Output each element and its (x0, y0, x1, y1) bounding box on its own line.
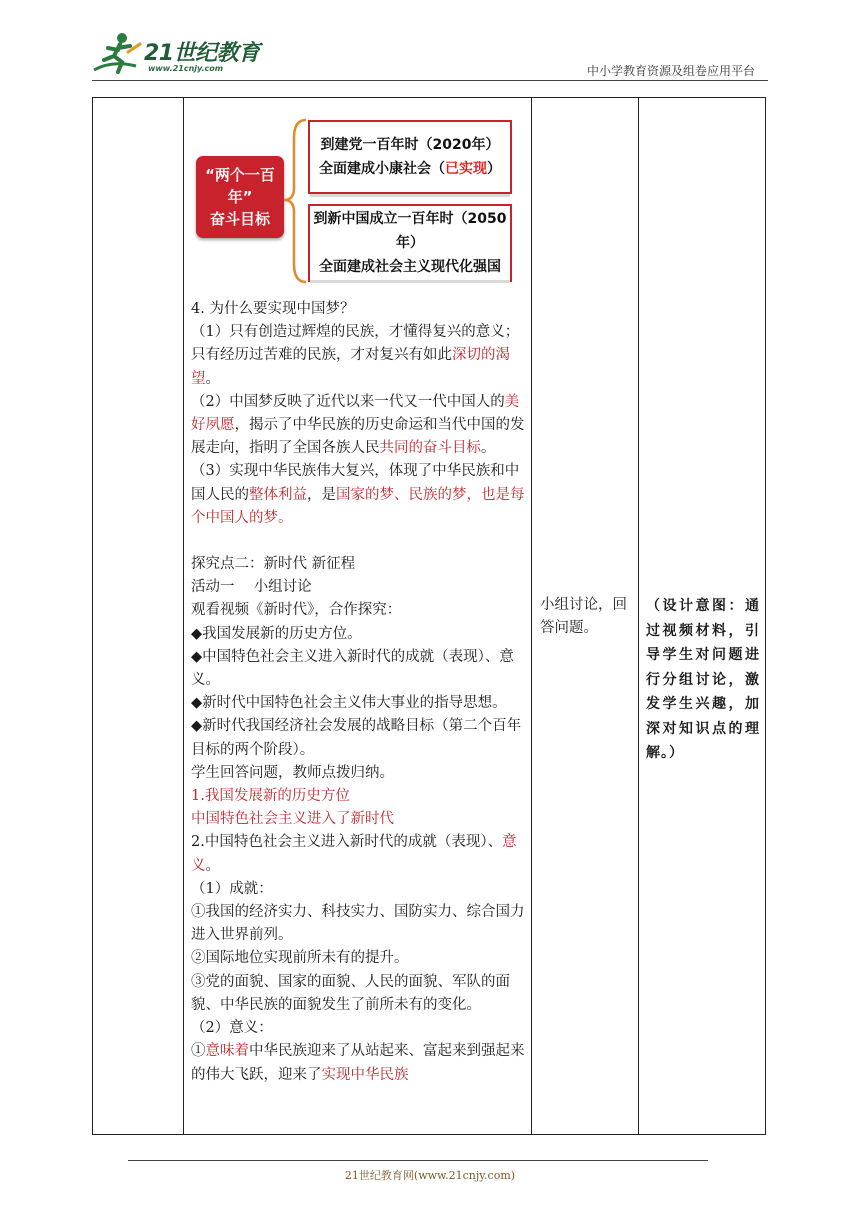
column-divider (183, 98, 184, 1134)
two-centenary-goals-diagram (196, 118, 532, 284)
design-intent: （设计意图：通过视频材料，引导学生对问题进行分组讨论，激发学生兴趣，加深对知识点的理解。） (646, 598, 760, 761)
summary-note: 学生回答问题，教师点拨归纳。 (191, 764, 394, 781)
meaning-title: （2）意义： (191, 1020, 273, 1037)
keyword: 国家的梦、民族的梦，也是每个中国人的梦。 (191, 486, 525, 526)
meaning-text: 中华民族迎来了从站起来、富起来到强起来的伟大飞跃，迎来了 (191, 1043, 525, 1083)
reason-2-text: （2）中国梦反映了近代以来一代又一代中国人的 (191, 393, 505, 410)
footer-divider (128, 1160, 708, 1161)
keyword: 实现中华民族 (321, 1066, 409, 1083)
header-divider (92, 80, 768, 81)
keyword: 意义 (191, 834, 517, 874)
reason-3 (191, 460, 527, 530)
reason-3-text: ，是 (307, 486, 336, 503)
spacer (191, 530, 527, 553)
teaching-content (191, 298, 527, 1087)
brace-connector (284, 118, 308, 284)
goal-2020-close: ） (487, 161, 501, 177)
goal-2020-text: 全面建成小康社会（ (319, 161, 445, 177)
goal-2050-box (308, 204, 512, 282)
video-instruction: 观看视频《新时代》，合作探究： (191, 602, 402, 619)
reason-2-text: ，揭示了中华民族的历史命运和当代中国的发展走向，指明了全国各族人民 (191, 417, 525, 457)
site-logo[interactable] (92, 30, 262, 80)
goals-label-line1: “两个一百年” (205, 166, 275, 206)
page-footer: 21世纪教育网(www.21cnjy.com) (344, 1169, 516, 1182)
point-2-text: 2.中国特色社会主义进入新时代的成就（表现）、 (191, 834, 503, 851)
box-shadow (310, 280, 510, 283)
discussion-item: ◆新时代中国特色社会主义伟大事业的指导思想。 (191, 695, 507, 712)
goals-label-box (196, 156, 284, 238)
activity-title: 活动一 小组讨论 (191, 579, 312, 596)
column-divider (638, 98, 639, 1134)
keyword: 深切的渴望 (191, 347, 510, 387)
achievement-item: ③党的面貌、国家的面貌、人民的面貌、军队的面貌、中华民族的面貌发生了前所未有的变化。 (191, 973, 510, 1013)
logo-url: www.21cnjy.com (148, 64, 224, 73)
punctuation: 。 (481, 440, 496, 457)
punctuation: 。 (205, 370, 220, 387)
reason-3-text: （3）实现中华民族伟大复兴，体现了中华民族和中国人民的 (191, 463, 520, 503)
point-2-title (191, 831, 527, 877)
reason-1 (191, 321, 527, 391)
box-shadow (310, 194, 510, 197)
goal-2020-line1: 到建党一百年时（2020年） (320, 137, 500, 153)
punctuation: 。 (205, 857, 220, 874)
runner-logo-icon (92, 30, 148, 78)
question-4-title: 4. 为什么要实现中国梦？ (191, 301, 355, 317)
keyword: 整体利益 (249, 486, 307, 503)
discussion-item: ◆中国特色社会主义进入新时代的成就（表现）、意义。 (191, 648, 514, 689)
explore-point-title: 探究点二：新时代 新征程 (191, 556, 356, 573)
point-1-answer: 中国特色社会主义进入了新时代 (191, 811, 394, 828)
reason-1-text: （1）只有创造过辉煌的民族，才懂得复兴的意义；只有经历过苦难的民族，才对复兴有如此 (191, 324, 520, 364)
achievement-title: （1）成就： (191, 880, 273, 897)
goals-label-line2: 奋斗目标 (209, 210, 270, 228)
reason-2 (191, 391, 527, 461)
goal-2050-line2: 全面建成社会主义现代化强国 (319, 259, 501, 275)
point-1-title: 1.我国发展新的历史方位 (191, 788, 350, 805)
achievement-item: ②国际地位实现前所未有的提升。 (191, 950, 409, 967)
achievement-item: ①我国的经济实力、科技实力、国防实力、综合国力进入世界前列。 (191, 904, 525, 944)
discussion-item: ◆新时代我国经济社会发展的战略目标（第二个百年目标的两个阶段）。 (191, 718, 522, 758)
keyword: 意味着 (205, 1043, 249, 1060)
discussion-item: ◆我国发展新的历史方位。 (191, 625, 362, 642)
page-header (0, 0, 860, 90)
meaning-number: ① (191, 1043, 206, 1060)
achieved-badge: 已实现 (445, 161, 487, 177)
keyword: 共同的奋斗目标 (379, 440, 481, 457)
platform-name: 中小学教育资源及组卷应用平台 (586, 64, 755, 78)
logo-text: 21世纪教育 (144, 41, 260, 66)
goal-2020-box (308, 120, 512, 194)
student-activity: 小组讨论，回答问题。 (540, 597, 627, 637)
keyword: 美好夙愿 (191, 393, 520, 434)
goal-2020-line2 (310, 157, 510, 181)
meaning-item (191, 1040, 527, 1086)
goal-2050-line1: 到新中国成立一百年时（2050年） (313, 211, 507, 251)
